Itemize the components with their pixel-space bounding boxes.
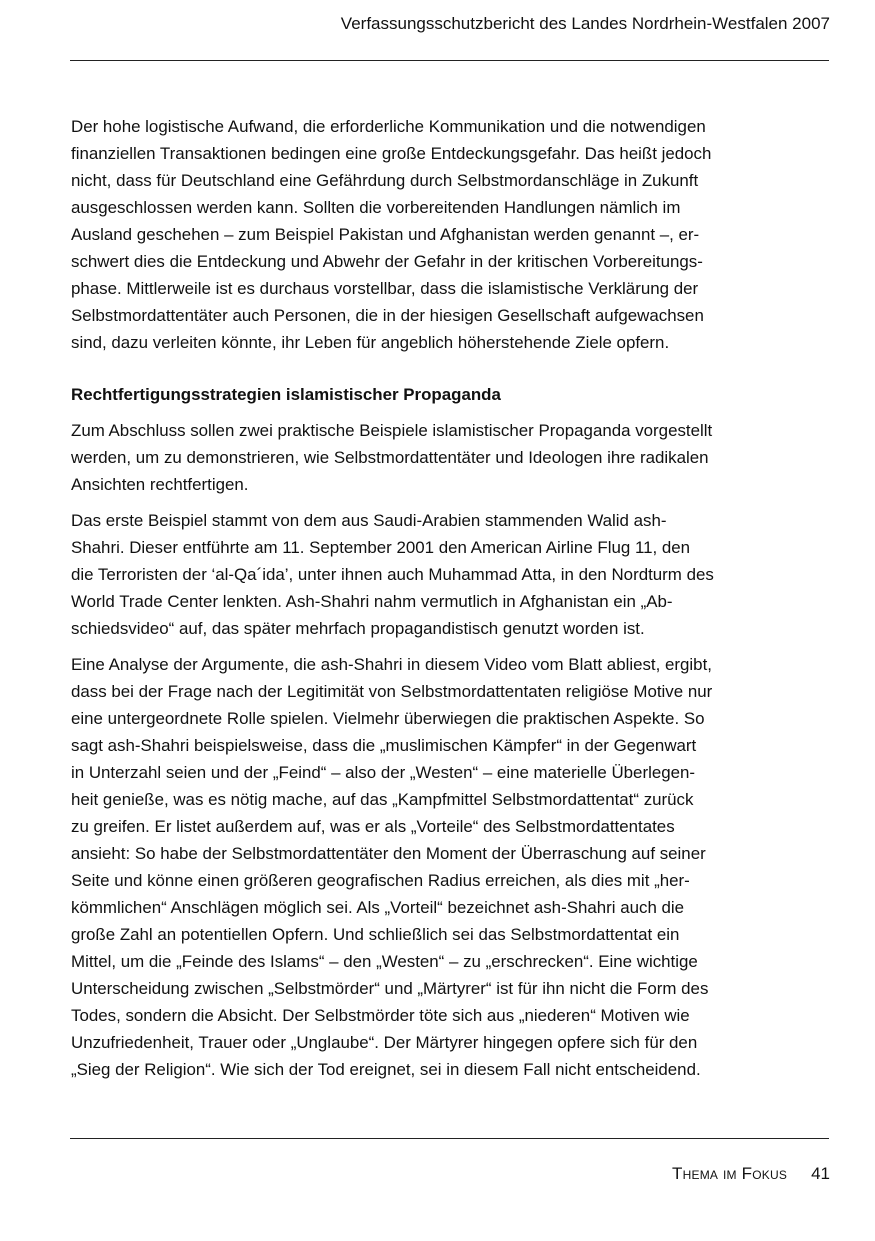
text-line: dass bei der Frage nach der Legitimität von Selbstmordattentaten religiöse Motive nur (71, 682, 713, 701)
paragraph (71, 113, 787, 356)
text-line: Shahri. Dieser entführte am 11. September 2001 den American Airline Flug 11, den (71, 538, 691, 557)
section-name: Thema im Fokus (672, 1164, 788, 1183)
text-line: in Unterzahl seien und der „Feind“ – also der „Westen“ – eine materielle Überlegen- (71, 763, 696, 782)
footer-divider (70, 1138, 829, 1139)
paragraph (71, 507, 787, 642)
header-divider (70, 60, 829, 61)
text-line: Der hohe logistische Aufwand, die erforderliche Kommunikation und die notwendigen (71, 117, 706, 136)
text-line: eine untergeordnete Rolle spielen. Vielmehr überwiegen die praktischen Aspekte. So (71, 709, 705, 728)
text-line: Zum Abschluss sollen zwei praktische Beispiele islamistischer Propaganda vorgestellt (71, 421, 713, 440)
text-line: ansieht: So habe der Selbstmordattentäter den Moment der Überraschung auf seiner (71, 844, 706, 863)
text-line: Das erste Beispiel stammt von dem aus Saudi-Arabien stammenden Walid ash- (71, 511, 667, 530)
text-line: Ausland geschehen – zum Beispiel Pakistan und Afghanistan werden genannt –, er- (71, 225, 700, 244)
text-line: „Sieg der Religion“. Wie sich der Tod ereignet, sei in diesem Fall nicht entscheidend. (71, 1060, 701, 1079)
text-line: Eine Analyse der Argumente, die ash-Shahri in diesem Video vom Blatt abliest, ergibt, (71, 655, 712, 674)
text-line: sagt ash-Shahri beispielsweise, dass die „muslimischen Kämpfer“ in der Gegenwart (71, 736, 697, 755)
text-line: Todes, sondern die Absicht. Der Selbstmörder töte sich aus „niederen“ Motiven wie (71, 1006, 690, 1025)
text-line: werden, um zu demonstrieren, wie Selbstmordattentäter und Ideologen ihre radikalen (71, 448, 709, 467)
text-line: Mittel, um die „Feinde des Islams“ – den „Westen“ – zu „erschrecken“. Eine wichtige (71, 952, 698, 971)
text-line: nicht, dass für Deutschland eine Gefährdung durch Selbstmordanschläge in Zukunft (71, 171, 699, 190)
paragraph (71, 651, 787, 1083)
text-line: heit genieße, was es nötig mache, auf das „Kampfmittel Selbstmordattentat“ zurück (71, 790, 694, 809)
paragraph (71, 417, 787, 498)
report-title: Verfassungsschutzbericht des Landes Nordrhein-Westfalen 2007 (340, 14, 830, 33)
text-line: ausgeschlossen werden kann. Sollten die vorbereitenden Handlungen nämlich im (71, 198, 681, 217)
running-header (72, 12, 830, 36)
page-number: 41 (811, 1164, 830, 1183)
text-line: kömmlichen“ Anschlägen möglich sei. Als „Vorteil“ bezeichnet ash-Shahri auch die (71, 898, 685, 917)
text-line: phase. Mittlerweile ist es durchaus vorstellbar, dass die islamistische Verklärung der (71, 279, 699, 298)
text-line: große Zahl an potentiellen Opfern. Und schließlich sei das Selbstmordattentat ein (71, 925, 680, 944)
text-line: finanziellen Transaktionen bedingen eine große Entdeckungsgefahr. Das heißt jedoch (71, 144, 712, 163)
text-line: Ansichten rechtfertigen. (71, 475, 249, 494)
page-body (71, 113, 787, 1092)
text-line: sind, dazu verleiten könnte, ihr Leben für angeblich höherstehende Ziele opfern. (71, 333, 670, 352)
section-heading: Rechtfertigungsstrategien islamistischer Propaganda (71, 385, 501, 404)
text-line: Unterscheidung zwischen „Selbstmörder“ und „Märtyrer“ ist für ihn nicht die Form des (71, 979, 709, 998)
text-line: Unzufriedenheit, Trauer oder „Unglaube“. Der Märtyrer hingegen opfere sich für den (71, 1033, 698, 1052)
text-line: die Terroristen der ‘al-Qa´ida’, unter ihnen auch Muhammad Atta, in den Nordturm des (71, 565, 714, 584)
text-line: World Trade Center lenkten. Ash-Shahri nahm vermutlich in Afghanistan ein „Ab- (71, 592, 673, 611)
text-line: schwert dies die Entdeckung und Abwehr der Gefahr in der kritischen Vorbereitungs- (71, 252, 703, 271)
text-line: zu greifen. Er listet außerdem auf, was er als „Vorteile“ des Selbstmordattentates (71, 817, 675, 836)
text-line: schiedsvideo“ auf, das später mehrfach propagandistisch genutzt worden ist. (71, 619, 645, 638)
running-footer (672, 1162, 830, 1186)
text-line: Seite und könne einen größeren geografischen Radius erreichen, als dies mit „her- (71, 871, 690, 890)
text-line: Selbstmordattentäter auch Personen, die in der hiesigen Gesellschaft aufgewachsen (71, 306, 704, 325)
